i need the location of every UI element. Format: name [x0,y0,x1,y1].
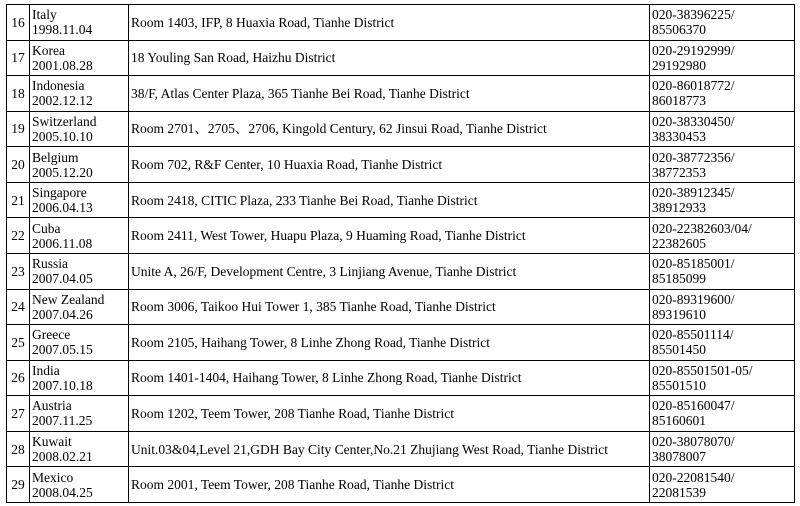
phone-cell [650,76,795,112]
phone-primary: 020-38396225/ [652,7,735,23]
phone-secondary: 22382605 [652,235,706,251]
country-name: Austria [32,398,72,414]
phone-primary: 020-86018772/ [652,78,735,94]
phone-cell [650,325,795,361]
country-cell [30,431,129,467]
address-cell: Room 2001, Teem Tower, 208 Tianhe Road, Tianhe District [129,467,650,503]
row-number: 18 [7,76,30,112]
table-body [7,5,795,503]
phone-secondary: 86018773 [652,93,706,109]
country-name: New Zealand [32,291,105,307]
address-cell: Room 2411, West Tower, Huapu Plaza, 9 Huaming Road, Tianhe District [129,218,650,254]
row-number: 29 [7,467,30,503]
row-number: 25 [7,325,30,361]
country-name: Mexico [32,469,74,485]
country-cell [30,360,129,396]
country-cell [30,5,129,41]
row-number: 22 [7,218,30,254]
table-row [7,289,795,325]
row-number: 24 [7,289,30,325]
country-name: Korea [32,42,65,58]
table-row [7,253,795,289]
country-cell [30,253,129,289]
phone-primary: 020-38078070/ [652,434,735,450]
table-row [7,111,795,147]
address-cell: Room 2418, CITIC Plaza, 233 Tianhe Bei Road, Tianhe District [129,182,650,218]
country-cell [30,40,129,76]
country-name: Indonesia [32,78,85,94]
country-name: Greece [32,327,71,343]
phone-primary: 020-85501114/ [652,327,734,343]
established-date: 2007.04.26 [32,306,93,322]
country-name: Cuba [32,220,61,236]
table-row [7,467,795,503]
phone-secondary: 38772353 [652,164,706,180]
table-row [7,360,795,396]
address-cell: Room 1401-1404, Haihang Tower, 8 Linhe Zhong Road, Tianhe District [129,360,650,396]
phone-cell [650,111,795,147]
country-name: Switzerland [32,113,97,129]
country-cell [30,76,129,112]
phone-primary: 020-85501501-05/ [652,362,753,378]
address-cell: Room 702, R&F Center, 10 Huaxia Road, Tianhe District [129,147,650,183]
established-date: 1998.11.04 [32,22,93,38]
country-cell [30,467,129,503]
phone-cell [650,40,795,76]
phone-cell [650,253,795,289]
country-name: Kuwait [32,434,72,450]
table-row [7,76,795,112]
phone-secondary: 38330453 [652,128,706,144]
phone-primary: 020-89319600/ [652,291,735,307]
address-cell: Room 1202, Teem Tower, 208 Tianhe Road, Tianhe District [129,396,650,432]
address-cell: Room 2105, Haihang Tower, 8 Linhe Zhong Road, Tianhe District [129,325,650,361]
phone-primary: 020-22081540/ [652,469,735,485]
phone-cell [650,431,795,467]
country-cell [30,325,129,361]
phone-secondary: 38912933 [652,200,706,216]
phone-primary: 020-22382603/04/ [652,220,752,236]
phone-cell [650,289,795,325]
phone-primary: 020-38912345/ [652,185,735,201]
phone-cell [650,396,795,432]
phone-secondary: 85501450 [652,342,706,358]
established-date: 2007.10.18 [32,377,93,393]
phone-secondary: 38078007 [652,449,706,465]
phone-primary: 020-38772356/ [652,149,735,165]
country-cell [30,111,129,147]
established-date: 2007.05.15 [32,342,93,358]
country-cell [30,289,129,325]
phone-primary: 020-85185001/ [652,256,735,272]
phone-primary: 020-38330450/ [652,113,735,129]
phone-secondary: 85185099 [652,271,706,287]
country-name: Italy [32,7,57,23]
established-date: 2007.11.25 [32,413,93,429]
phone-secondary: 29192980 [652,57,706,73]
table-row [7,396,795,432]
row-number: 23 [7,253,30,289]
table-row [7,218,795,254]
established-date: 2008.02.21 [32,449,93,465]
phone-secondary: 85160601 [652,413,706,429]
row-number: 16 [7,5,30,41]
established-date: 2005.12.20 [32,164,93,180]
table-row [7,431,795,467]
address-cell: Unit.03&04,Level 21,GDH Bay City Center,No.21 Zhujiang West Road, Tianhe District [129,431,650,467]
row-number: 27 [7,396,30,432]
consulates-table [6,4,795,503]
country-name: Belgium [32,149,79,165]
established-date: 2002.12.12 [32,93,93,109]
established-date: 2005.10.10 [32,128,93,144]
row-number: 20 [7,147,30,183]
country-name: Russia [32,256,69,272]
phone-cell [650,182,795,218]
established-date: 2006.11.08 [32,235,93,251]
established-date: 2006.04.13 [32,200,93,216]
country-name: Singapore [32,185,87,201]
phone-secondary: 85506370 [652,22,706,38]
address-cell: 38/F, Atlas Center Plaza, 365 Tianhe Bei Road, Tianhe District [129,76,650,112]
address-cell: Unite A, 26/F, Development Centre, 3 Linjiang Avenue, Tianhe District [129,253,650,289]
country-cell [30,396,129,432]
table-row [7,40,795,76]
established-date: 2008.04.25 [32,484,93,500]
phone-cell [650,467,795,503]
established-date: 2007.04.05 [32,271,93,287]
address-cell: Room 2701、2705、2706, Kingold Century, 62 Jinsui Road, Tianhe District [129,111,650,147]
address-cell: Room 1403, IFP, 8 Huaxia Road, Tianhe District [129,5,650,41]
table-row [7,5,795,41]
phone-secondary: 85501510 [652,377,706,393]
established-date: 2001.08.28 [32,57,93,73]
phone-secondary: 22081539 [652,484,706,500]
row-number: 17 [7,40,30,76]
phone-cell [650,360,795,396]
row-number: 28 [7,431,30,467]
address-cell: Room 3006, Taikoo Hui Tower 1, 385 Tianhe Road, Tianhe District [129,289,650,325]
phone-primary: 020-29192999/ [652,42,735,58]
country-cell [30,182,129,218]
phone-cell [650,218,795,254]
table-row [7,147,795,183]
table-row [7,182,795,218]
country-cell [30,218,129,254]
table-row [7,325,795,361]
phone-primary: 020-85160047/ [652,398,735,414]
country-cell [30,147,129,183]
row-number: 26 [7,360,30,396]
row-number: 21 [7,182,30,218]
phone-cell [650,147,795,183]
row-number: 19 [7,111,30,147]
country-name: India [32,362,60,378]
phone-secondary: 89319610 [652,306,706,322]
phone-cell [650,5,795,41]
address-cell: 18 Youling San Road, Haizhu District [129,40,650,76]
